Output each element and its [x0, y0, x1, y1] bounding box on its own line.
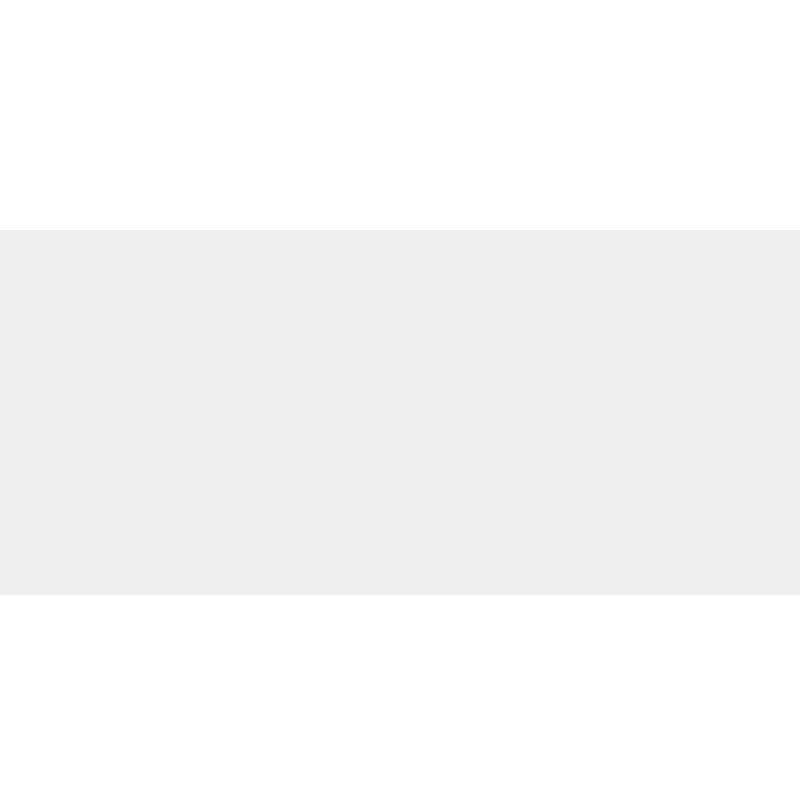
header-waist [524, 273, 658, 317]
header-tops-length [389, 273, 524, 317]
header-skirt-length [658, 273, 800, 317]
header-us [86, 273, 178, 361]
header-eu [178, 273, 256, 361]
size-chart [0, 230, 800, 595]
header-bust [256, 273, 389, 317]
chart-title [0, 235, 800, 273]
header-size [0, 273, 86, 361]
